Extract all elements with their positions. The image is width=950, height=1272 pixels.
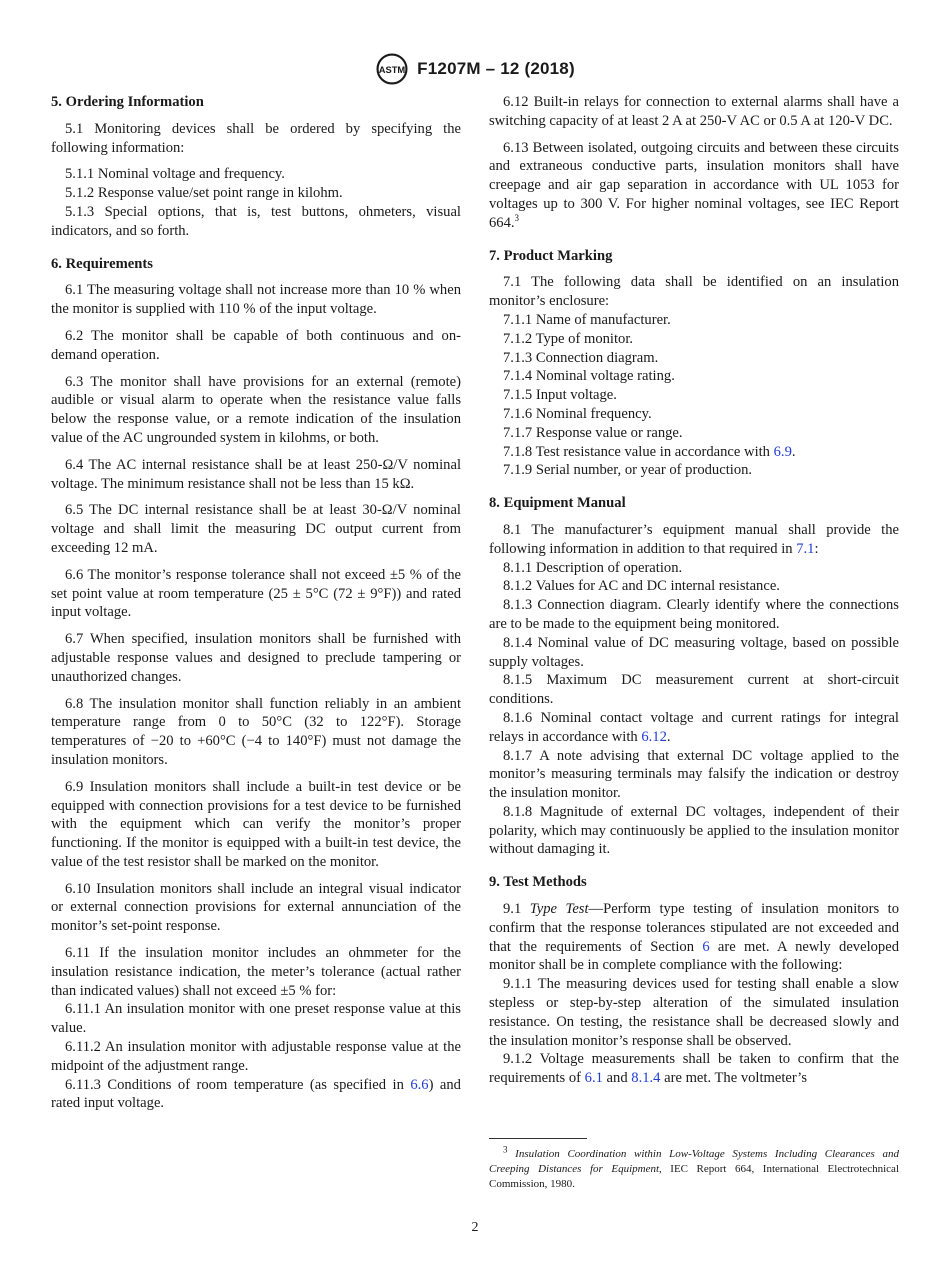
link-section-6[interactable]: 6: [702, 938, 710, 955]
text-run: :: [814, 540, 819, 557]
paragraph-6-5: 6.5 The DC internal resistance shall be at least 30-Ω/V nominal voltage and shall limit the measuring DC output current from exceeding 12 mA.: [51, 502, 461, 556]
paragraph-8-1-3: 8.1.3 Connection diagram. Clearly identify where the connections are to be made to the equipment being monitored.: [489, 597, 899, 632]
text-run: ) and rated input voltage.: [51, 1076, 461, 1112]
link-6-1[interactable]: 6.1: [584, 1070, 603, 1087]
paragraph-6-13: [489, 139, 899, 233]
section-8-heading: 8. Equipment Manual: [489, 495, 626, 512]
paragraph-7-1-1: 7.1.1 Name of manufacturer.: [503, 311, 671, 328]
logo-text: ASTM: [378, 64, 406, 75]
paragraph-6-1: 6.1 The measuring voltage shall not increase more than 10 % when the monitor is supplied with 110 % of the input voltage.: [51, 282, 461, 318]
paragraph-7-1-3: 7.1.3 Connection diagram.: [503, 349, 659, 366]
paragraph-6-6: 6.6 The monitor’s response tolerance shall not exceed ±5 % of the set point value at room temperature (25 ± 5°C (72 ± 9°F)) and rated input voltage.: [51, 566, 461, 621]
link-7-1[interactable]: 7.1: [796, 540, 815, 557]
paragraph-8-1-8: 8.1.8 Magnitude of external DC voltages, independent of their polarity, which may continuously be applied to the insulation monitor without damaging it.: [489, 803, 899, 858]
text-run: .: [791, 443, 796, 460]
paragraph-6-9: 6.9 Insulation monitors shall include a built-in test device or be equipped with connection provisions for a test device to be furnished with the equipment which can verify the monitor’s proper functioning. If the monitor is equipped with a built-in test device, the value of the test resistor shall be marked on the monitor.: [51, 778, 461, 870]
paragraph-9-1-1: 9.1.1 The measuring devices used for testing shall enable a slow stepless or step-by-step alteration of the simulated insulation resistance. On testing, the resistance shall be decreased slowly and the insulation monitor’s response shall be observed.: [489, 976, 899, 1049]
footnote-number: 3: [503, 1144, 508, 1155]
paragraph-5-1-1: 5.1.1 Nominal voltage and frequency.: [65, 166, 285, 183]
text-run: 7.1.8 Test resistance value in accordance with: [503, 443, 774, 460]
paragraph-8-1-1: 8.1.1 Description of operation.: [503, 559, 683, 576]
footnote-text: , IEC Report 664, International Electrotechnical Commission, 1980.: [489, 1163, 899, 1190]
paragraph-6-2: 6.2 The monitor shall be capable of both continuous and on-demand operation.: [51, 327, 461, 363]
paragraph-6-11-3: [51, 1076, 461, 1114]
paragraph-6-10: 6.10 Insulation monitors shall include an integral visual indicator or external connection provisions for external annunciation of the monitor’s set-point response.: [51, 880, 461, 935]
text-run: are met. The voltmeter’s: [660, 1070, 808, 1087]
paragraph-6-3: 6.3 The monitor shall have provisions for an external (remote) audible or visual alarm to operate when the resistance value falls below the response value, or a remote indication of the insulation value of the AC ungrounded system in kilohms, or both.: [51, 373, 461, 446]
paragraph-5-1: 5.1 Monitoring devices shall be ordered by specifying the following information:: [51, 120, 461, 156]
paragraph-6-7: 6.7 When specified, insulation monitors shall be furnished with adjustable response values and designed to preclude tampering or unauthorized changes.: [51, 631, 461, 685]
text-run: 8.1.6 Nominal contact voltage and current ratings for integral relays in accordance with: [489, 709, 899, 745]
paragraph-8-1-6: [489, 709, 899, 747]
document-designation: F1207M – 12 (2018): [417, 59, 575, 78]
text-run: —Perform type testing of insulation monitors to confirm that the response tolerances stipulated are not exceeded and that the requirements of Section: [489, 901, 899, 955]
paragraph-8-1-7: 8.1.7 A note advising that external DC voltage applied to the monitor’s measuring terminals may falsify the indication or destroy the insulation monitor.: [489, 747, 899, 802]
left-column: [51, 93, 461, 1113]
text-run: 9.1.2 Voltage measurements shall be taken to confirm that the requirements of: [489, 1051, 899, 1087]
paragraph-7-1-4: 7.1.4 Nominal voltage rating.: [503, 368, 675, 385]
paragraph-6-8: 6.8 The insulation monitor shall function reliably in an ambient temperature range from 0 to 50°C (32 to 122°F). Storage temperatures of −20 to +60°C (−4 to 140°F) must not damage the insulation monitors.: [51, 695, 461, 768]
paragraph-7-1-9: 7.1.9 Serial number, or year of production.: [503, 462, 753, 479]
page-header: [0, 52, 950, 86]
text-run: 9.1: [503, 901, 530, 918]
section-5-heading: 5. Ordering Information: [51, 94, 204, 110]
paragraph-8-1: [489, 521, 899, 559]
paragraph-6-11-2: 6.11.2 An insulation monitor with adjustable response value at the midpoint of the adjustment range.: [51, 1039, 461, 1074]
text-run: 6.11.3 Conditions of room temperature (as specified in: [65, 1076, 411, 1093]
section-6-heading: 6. Requirements: [51, 255, 153, 272]
text-run: and: [602, 1070, 632, 1087]
paragraph-7-1-2: 7.1.2 Type of monitor.: [503, 330, 634, 347]
section-9-heading: 9. Test Methods: [489, 874, 587, 891]
page-number: 2: [471, 1220, 479, 1235]
paragraph-7-1-5: 7.1.5 Input voltage.: [503, 387, 617, 404]
astm-logo-icon: [375, 52, 409, 86]
text-run: 8.1 The manufacturer’s equipment manual shall provide the following information in addition to that required in: [489, 521, 899, 557]
text-run: .: [666, 728, 671, 745]
footnote-title: Insulation Coordination within Low-Voltage Systems Including Clearances and Creeping Distances for Equipment: [489, 1148, 899, 1175]
text-run: are met. A newly developed monitor shall be in complete compliance with the following:: [489, 938, 899, 974]
section-7-heading: 7. Product Marking: [489, 247, 613, 264]
paragraph-5-1-3: 5.1.3 Special options, that is, test buttons, ohmeters, visual indicators, and so forth.: [51, 203, 461, 239]
paragraph-6-11: 6.11 If the insulation monitor includes an ohmmeter for the insulation resistance indication, the meter’s tolerance (actual rather than indicated values) shall not exceed ±5 % for:: [51, 945, 461, 999]
paragraph-9-1: [489, 900, 899, 975]
paragraph-9-1-2: [489, 1050, 899, 1088]
link-6-6[interactable]: 6.6: [410, 1076, 429, 1093]
link-6-12[interactable]: 6.12: [641, 728, 667, 745]
footnote-divider: [489, 1138, 587, 1139]
link-8-1-4[interactable]: 8.1.4: [631, 1070, 661, 1087]
paragraph-6-4: 6.4 The AC internal resistance shall be at least 250-Ω/V nominal voltage. The minimum resistance shall not be less than 15 kΩ.: [51, 456, 461, 492]
paragraph-6-12: 6.12 Built-in relays for connection to external alarms shall have a switching capacity of at least 2 A at 250-V AC or 0.5 A at 120-V DC.: [489, 94, 899, 129]
right-column: [489, 93, 899, 1088]
paragraph-7-1-6: 7.1.6 Nominal frequency.: [503, 405, 652, 422]
text-run: 6.13 Between isolated, outgoing circuits and between these circuits and extraneous conductive parts, insulation monitors shall have creepage and air gap separation in accordance with UL 1053 for voltages up to 300 V. For higher nominal voltages, see IEC Report 664.: [489, 139, 899, 231]
paragraph-8-1-2: 8.1.2 Values for AC and DC internal resistance.: [503, 578, 780, 595]
paragraph-6-11-1: 6.11.1 An insulation monitor with one preset response value at this value.: [51, 1001, 461, 1037]
paragraph-7-1: 7.1 The following data shall be identified on an insulation monitor’s enclosure:: [489, 274, 899, 310]
paragraph-5-1-2: 5.1.2 Response value/set point range in kilohm.: [65, 185, 343, 202]
footnote-3: [489, 1144, 899, 1192]
paragraph-7-1-7: 7.1.7 Response value or range.: [503, 424, 683, 441]
type-test-term: Type Test: [529, 901, 589, 918]
footnote-ref[interactable]: 3: [514, 212, 520, 223]
link-6-9[interactable]: 6.9: [773, 443, 792, 460]
paragraph-8-1-5: 8.1.5 Maximum DC measurement current at short-circuit conditions.: [489, 672, 899, 708]
paragraph-8-1-4: 8.1.4 Nominal value of DC measuring voltage, based on possible supply voltages.: [489, 634, 899, 670]
paragraph-7-1-8: [489, 443, 899, 462]
